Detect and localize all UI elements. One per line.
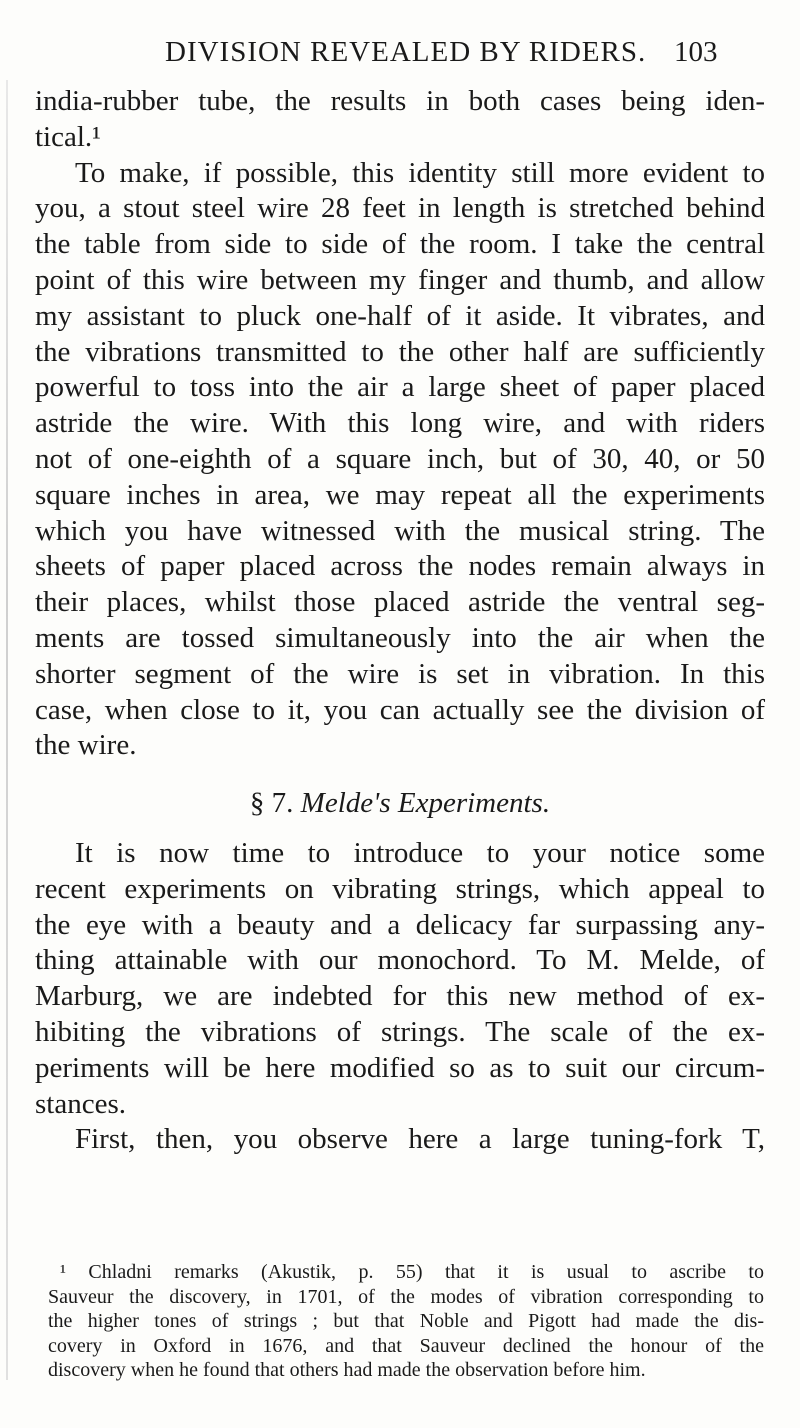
footnote-line: Sauveur the discovery, in 1701, of the modes of vibration corresponding to <box>48 1285 764 1308</box>
paragraph-tuning-fork <box>35 1122 765 1158</box>
text-line: recent experiments on vibrating strings, which appeal to <box>35 872 765 905</box>
text-line: their places, whilst those placed astride the ventral seg- <box>35 586 765 619</box>
text-line: which you have witnessed with the musical string. The <box>35 514 765 547</box>
page-gutter-shadow <box>6 80 8 1380</box>
paragraph-wire-experiment <box>35 156 765 765</box>
text-line: point of this wire between my finger and thumb, and allow <box>35 263 765 296</box>
footnote <box>48 1260 764 1383</box>
body-text <box>35 84 765 1158</box>
text-line: you, a stout steel wire 28 feet in length is stretched behind <box>35 192 765 225</box>
text-line: sheets of paper placed across the nodes remain always in <box>35 550 765 583</box>
section-heading <box>35 786 765 822</box>
footnote-line: ¹ Chladni remarks (Akustik, p. 55) that it is usual to ascribe to <box>60 1261 764 1283</box>
text-line: shorter segment of the wire is set in vibration. In this <box>35 657 765 690</box>
text-line: It is now time to introduce to your notice some <box>75 836 765 869</box>
text-line: First, then, you observe here a large tuning-fork T, <box>75 1123 765 1156</box>
page-header <box>0 36 800 76</box>
text-line: hibiting the vibrations of strings. The scale of the ex- <box>35 1015 765 1048</box>
footnote-line: covery in Oxford in 1676, and that Sauveur declined the honour of the <box>48 1334 764 1357</box>
running-head: DIVISION REVEALED BY RIDERS. <box>165 36 647 68</box>
page-number: 103 <box>674 36 718 68</box>
section-title: Melde's Experiments. <box>300 787 551 820</box>
text-line: astride the wire. With this long wire, and with riders <box>35 407 765 440</box>
text-line: not of one-eighth of a square inch, but of 30, 40, or 50 <box>35 442 765 475</box>
section-number: § 7. <box>249 787 294 820</box>
text-line: square inches in area, we may repeat all the experiments <box>35 478 765 511</box>
text-line: the wire. <box>35 729 137 762</box>
text-line: my assistant to pluck one-half of it aside. It vibrates, and <box>35 299 765 332</box>
text-line: tical.¹ <box>35 120 101 153</box>
text-line: powerful to toss into the air a large sheet of paper placed <box>35 371 765 404</box>
text-line: To make, if possible, this identity still more evident to <box>75 156 765 189</box>
text-line: thing attainable with our monochord. To M. Melde, of <box>35 944 765 977</box>
text-line: ments are tossed simultaneously into the air when the <box>35 621 765 654</box>
footnote-line: the higher tones of strings ; but that Noble and Pigott had made the dis- <box>48 1310 764 1332</box>
text-line: the eye with a beauty and a delicacy far surpassing any- <box>35 908 765 941</box>
paragraph-melde-intro <box>35 836 765 1122</box>
text-line: stances. <box>35 1087 126 1120</box>
paragraph-continuation <box>35 84 765 156</box>
text-line: Marburg, we are indebted for this new method of ex- <box>35 980 765 1013</box>
footnote-line: discovery when he found that others had made the observation before him. <box>48 1359 646 1381</box>
text-line: case, when close to it, you can actually see the division of <box>35 693 765 726</box>
text-line: the table from side to side of the room. I take the central <box>35 228 765 261</box>
text-line: india-rubber tube, the results in both cases being iden- <box>35 85 765 117</box>
text-line: periments will be here modified so as to suit our circum- <box>35 1051 765 1084</box>
text-line: the vibrations transmitted to the other half are sufficiently <box>35 335 765 368</box>
